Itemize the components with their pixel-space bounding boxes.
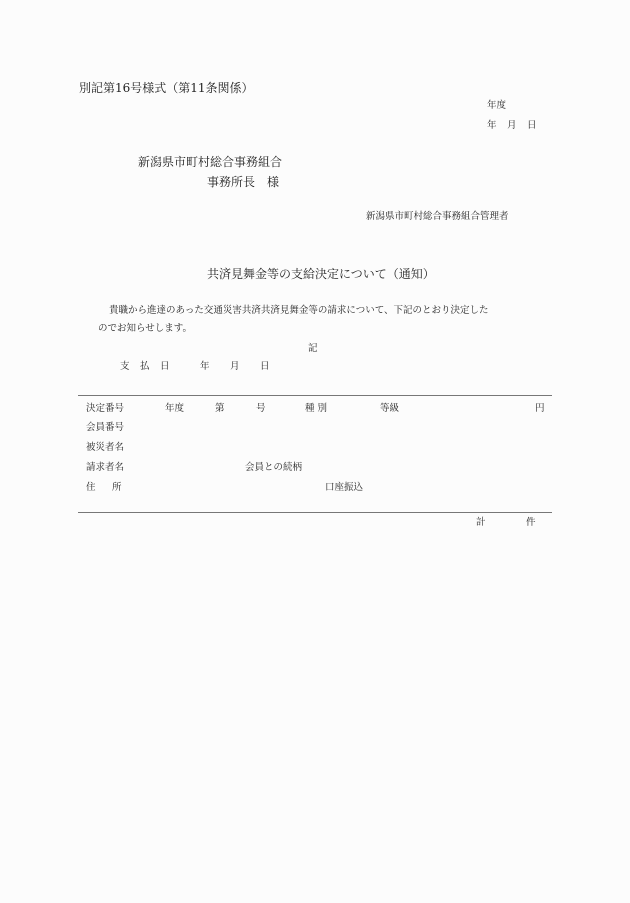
body-line-1: 貴職から進達のあった交通災害共済共済見舞金等の請求について、下記のとおり決定した — [109, 305, 489, 316]
addressee-title: 事務所長 様 — [207, 175, 280, 189]
member-number-label: 会員番号 — [86, 422, 125, 433]
issue-date-day: 日 — [527, 120, 537, 131]
payment-label-char-2: 払 — [140, 361, 150, 372]
body-line-2: のでお知らせします。 — [98, 323, 192, 334]
payment-year: 年 — [200, 361, 210, 372]
count-unit: 件 — [526, 517, 536, 528]
top-divider — [78, 395, 552, 396]
bank-transfer-label: 口座振込 — [325, 482, 364, 493]
payment-month: 月 — [230, 361, 240, 372]
bottom-divider — [78, 512, 552, 513]
decision-number-label: 決定番号 — [86, 403, 125, 414]
relationship-label: 会員との続柄 — [245, 462, 303, 473]
payment-day: 日 — [260, 361, 270, 372]
address-label-char-1: 住 — [86, 482, 96, 493]
yen-unit: 円 — [535, 403, 545, 414]
decision-go: 号 — [256, 403, 266, 414]
payment-label-char-1: 支 — [120, 361, 130, 372]
addressee-organization: 新潟県市町村総合事務組合 — [138, 155, 283, 169]
type-label: 種 別 — [305, 403, 328, 414]
total-label: 計 — [476, 517, 486, 528]
form-id: 別記第16号様式（第11条関係） — [79, 81, 254, 95]
document-title: 共済見舞金等の支給決定について（通知） — [207, 267, 435, 281]
sender-name: 新潟県市町村総合事務組合管理者 — [366, 211, 509, 222]
decision-fiscal-year: 年度 — [165, 403, 185, 414]
victim-name-label: 被災者名 — [86, 442, 125, 453]
payment-label-char-3: 日 — [160, 361, 170, 372]
claimant-name-label: 請求者名 — [86, 462, 125, 473]
address-label-char-2: 所 — [112, 482, 122, 493]
issue-date-month: 月 — [507, 120, 517, 131]
issue-date-year: 年 — [487, 120, 497, 131]
decision-dai: 第 — [215, 403, 225, 414]
grade-label: 等級 — [380, 403, 400, 414]
ki-heading: 記 — [308, 343, 318, 354]
fiscal-year-label: 年度 — [487, 100, 507, 111]
